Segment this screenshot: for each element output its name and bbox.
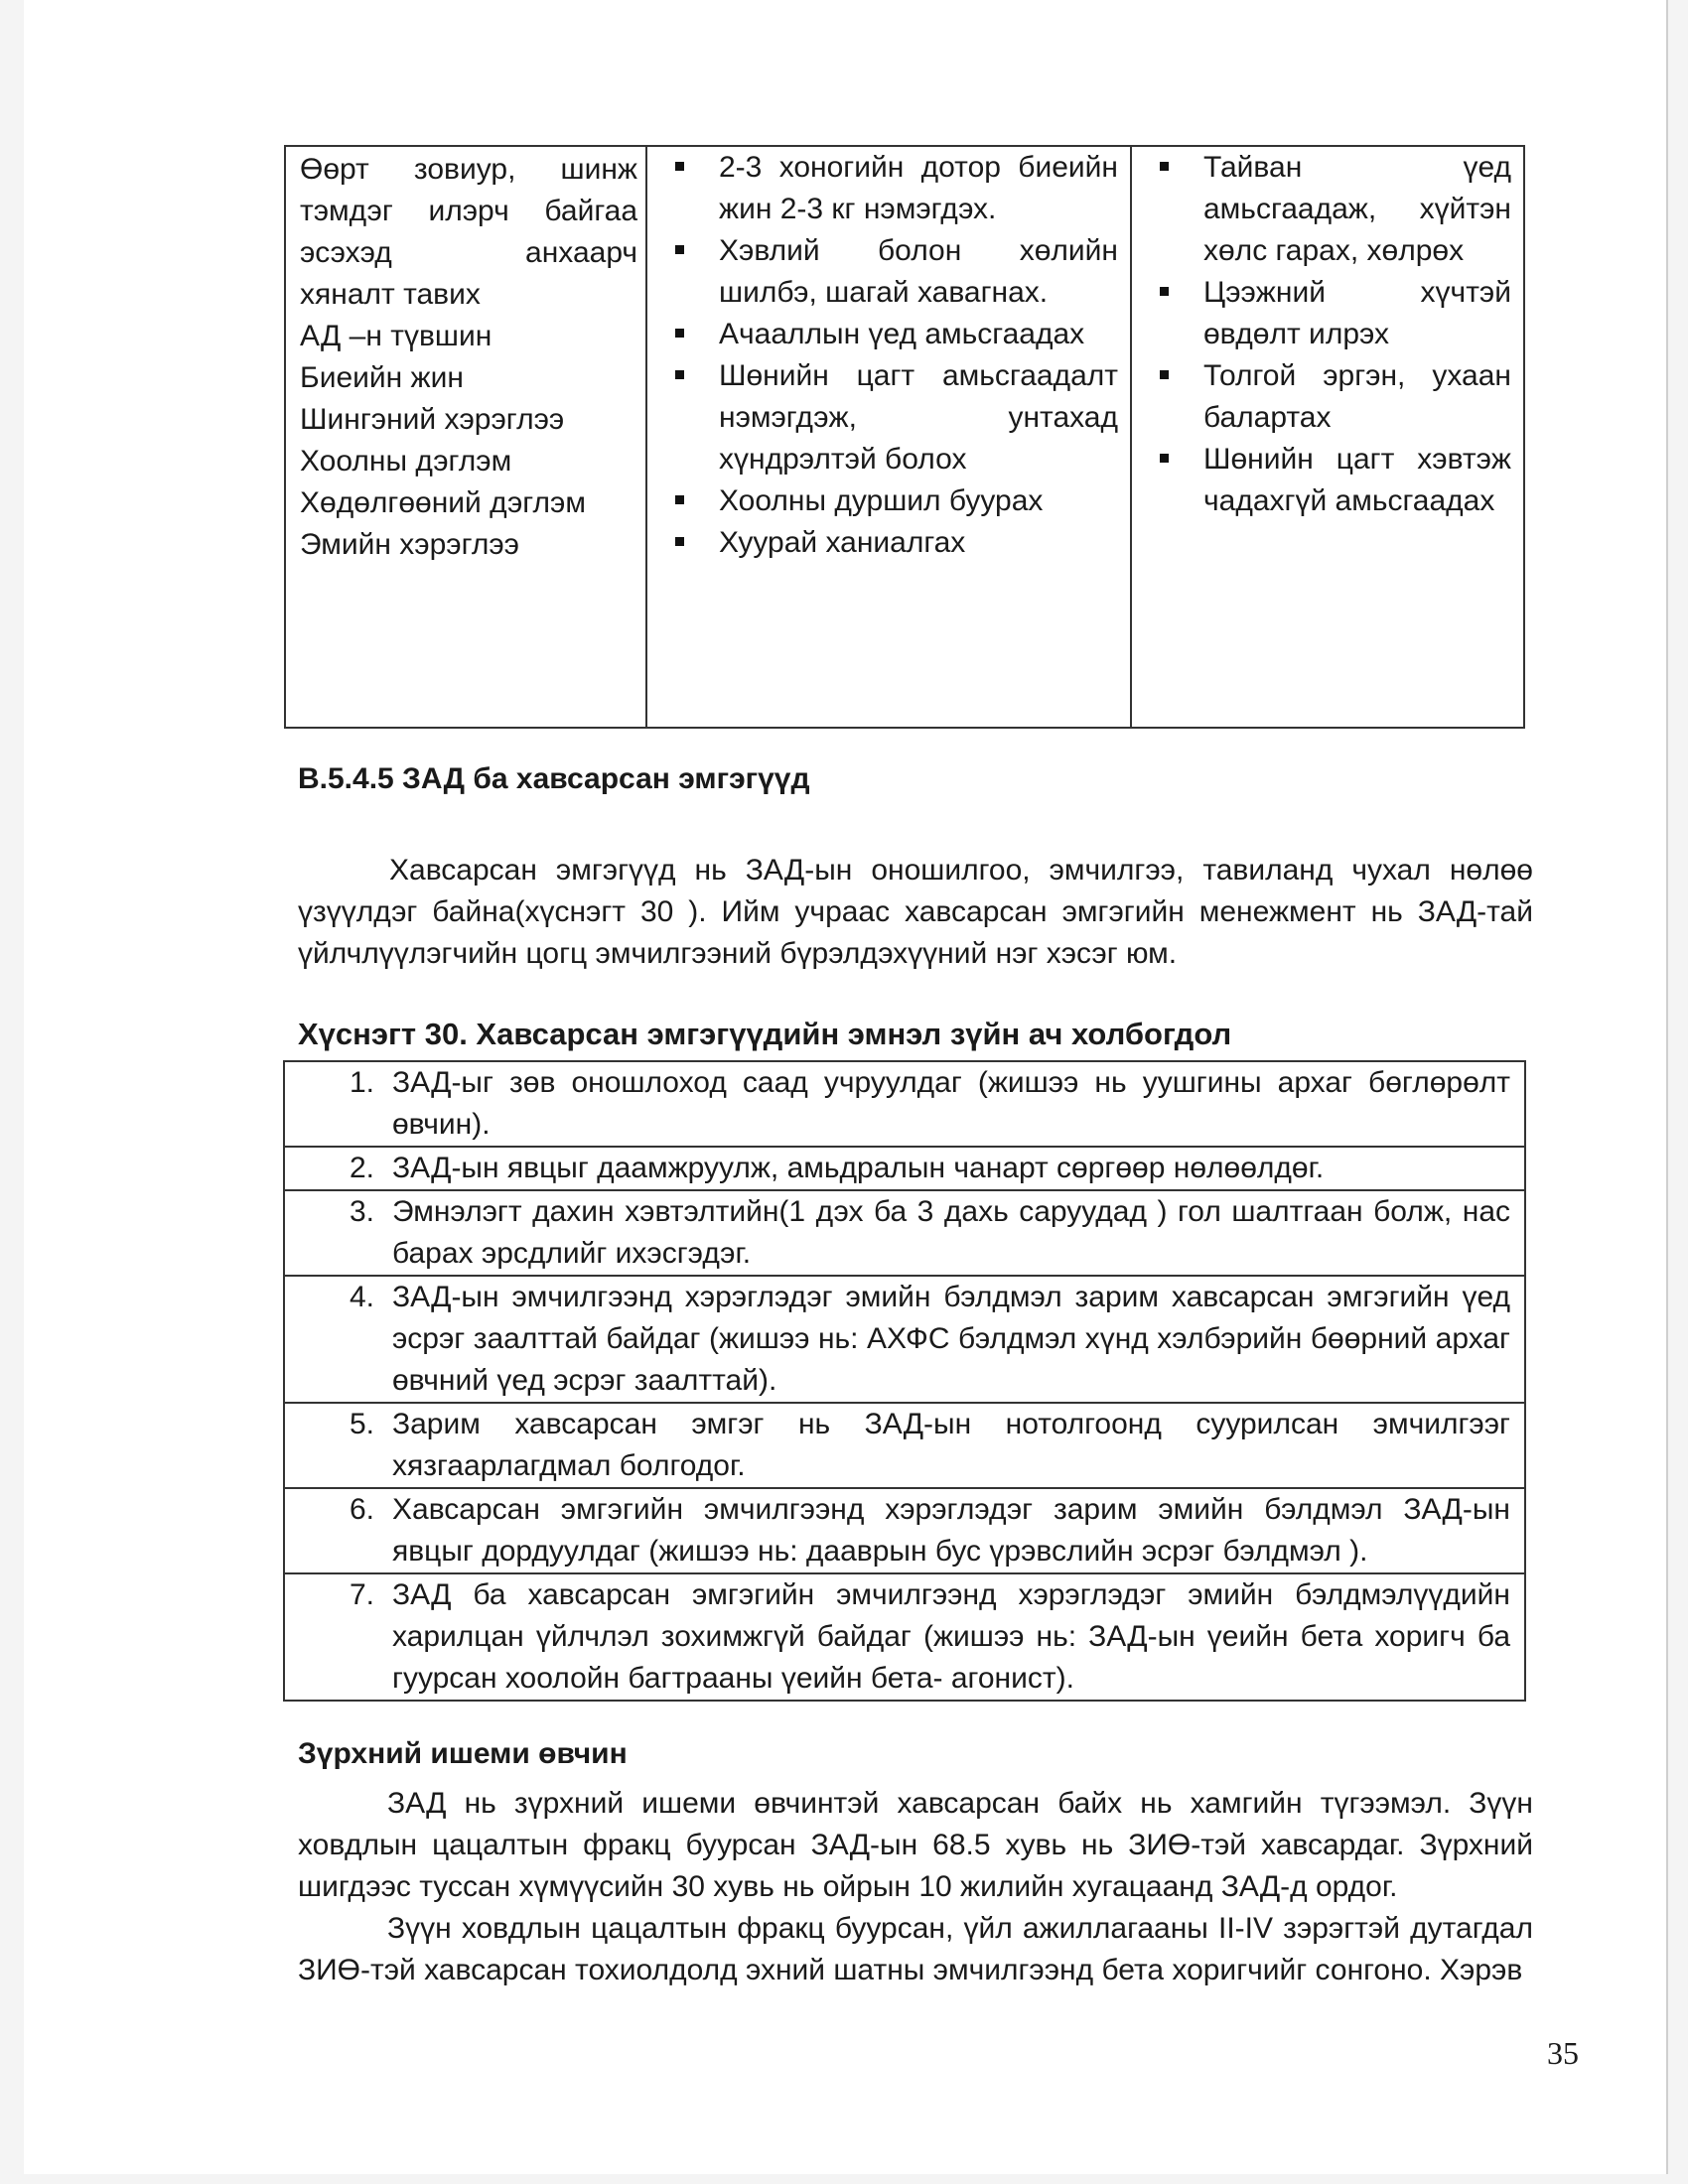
table-row — [284, 1061, 1525, 1147]
monitoring-line: Хоолны дэглэм — [300, 445, 512, 478]
table-row — [284, 1190, 1525, 1276]
monitoring-line: Биеийн жин — [300, 361, 464, 394]
body-paragraph: ЗАД нь зүрхний ишеми өвчинтэй хавсарсан байх нь хамгийн түгээмэл. Зүүн ховдлын цацалтын фракц буурсан ЗАД-ын 68.5 хувь нь ЗИӨ-тэй хавсардаг. Зүрхний шигдээс туссан хүмүүсийн 30 хувь нь ойрын 10 жилийн хугацаанд ЗАД-д ордог. — [298, 1787, 1533, 1903]
bullet-item: Хоолны дуршил буурах — [661, 480, 1118, 522]
row-text: ЗАД-ын эмчилгээнд хэрэглэдэг эмийн бэлдмэл зарим хавсарсан эмгэгийн үед эсрэг заалттай байдаг (жишээ нь: АХФС бэлдмэл хүнд хэлбэрийн бөөрний архаг өвчний үед эсрэг заалттай). — [386, 1276, 1525, 1403]
table-row — [284, 1573, 1525, 1701]
monitoring-line: Өөрт зовиур, шинж — [300, 153, 637, 186]
page-number: 35 — [1547, 2035, 1579, 2071]
monitoring-symptoms-table — [284, 145, 1525, 729]
row-number: 3. — [284, 1190, 386, 1276]
table-caption: Хүснэгт 30. Хавсарсан эмгэгүүдийн эмнэл зүйн ач холбогдол — [298, 1017, 1232, 1051]
intro-paragraph: Хавсарсан эмгэгүүд нь ЗАД-ын оношилгоо, эмчилгээ, тавиланд чухал нөлөө үзүүлдэг байна(хүснэгт 30 ). Ийм учраас хавсарсан эмгэгийн менежмент нь ЗАД-тай үйлчлүүлэгчийн цогц эмчилгээний бүрэлдэхүүний нэг хэсэг юм. — [298, 854, 1533, 970]
row-text: ЗАД ба хавсарсан эмгэгийн эмчилгээнд хэрэглэдэг эмийн бэлдмэлүүдийн харилцан үйлчлэл зохимжгүй байдаг (жишээ нь: ЗАД-ын үеийн бета хоригч ба гуурсан хоолойн багтрааны үеийн бета- агонист). — [386, 1573, 1525, 1701]
bullet-item: Цээжний хүчтэй өвдөлт илрэх — [1146, 272, 1511, 355]
monitoring-line: Хөдөлгөөний дэглэм — [300, 486, 586, 519]
subsection-heading: Зүрхний ишеми өвчин — [298, 1737, 628, 1770]
ischemic-disease-text — [298, 1783, 1533, 1991]
table-row — [284, 1276, 1525, 1403]
row-text: Эмнэлэгт дахин хэвтэлтийн(1 дэх ба 3 дахь саруудад ) гол шалтгаан болж, нас барах эрсдлийг ихэсгэдэг. — [386, 1190, 1525, 1276]
row-number: 4. — [284, 1276, 386, 1403]
monitoring-line: АД –н түвшин — [300, 320, 492, 352]
bullet-item: Ачааллын үед амьсгаадах — [661, 314, 1118, 355]
monitoring-line: хяналт тавих — [300, 278, 481, 311]
monitoring-line: эсэхэд анхаарч — [300, 236, 637, 269]
bullet-item: Хуурай ханиалгах — [661, 522, 1118, 564]
section-heading: B.5.4.5 ЗАД ба хавсарсан эмгэгүүд — [298, 762, 810, 795]
body-paragraph: Зүүн ховдлын цацалтын фракц буурсан, үйл ажиллагааны II-IV зэрэгтэй дутагдал ЗИӨ-тэй хавсарсан тохиолдолд эхний шатны эмчилгээнд бета хоригчийг сонгоно. Хэрэв — [298, 1912, 1533, 1986]
row-number: 6. — [284, 1488, 386, 1573]
table-row — [284, 1488, 1525, 1573]
bullet-item: Тайван үед амьсгаадаж, хүйтэн хөлс гарах, хөлрөх — [1146, 147, 1511, 272]
monitoring-column — [285, 146, 646, 728]
monitoring-line: Шингэний хэрэглээ — [300, 403, 565, 436]
monitoring-line: Эмийн хэрэглээ — [300, 528, 519, 561]
row-text: Зарим хавсарсан эмгэг нь ЗАД-ын нотолгоонд суурилсан эмчилгээг хязгаарлагдмал болгодог. — [386, 1403, 1525, 1488]
row-number: 1. — [284, 1061, 386, 1147]
comorbidity-significance-table — [283, 1060, 1526, 1702]
monitoring-line: тэмдэг илэрч байгаа — [300, 195, 637, 227]
row-number: 7. — [284, 1573, 386, 1701]
warning-signs-column — [646, 146, 1131, 728]
bullet-item: Толгой эргэн, ухаан балартах — [1146, 355, 1511, 439]
row-number: 5. — [284, 1403, 386, 1488]
document-page — [24, 0, 1668, 2174]
emergency-signs-column — [1131, 146, 1524, 728]
row-number: 2. — [284, 1147, 386, 1190]
table-row — [284, 1147, 1525, 1190]
bullet-item: Шөнийн цагт амьсгаадалт нэмэгдэж, унтахад хүндрэлтэй болох — [661, 355, 1118, 480]
row-text: Хавсарсан эмгэгийн эмчилгээнд хэрэглэдэг зарим эмийн бэлдмэл ЗАД-ын явцыг дордуулдаг (жишээ нь: дааврын бус үрэвслийн эсрэг бэлдмэл ). — [386, 1488, 1525, 1573]
row-text: ЗАД-ыг зөв оношлоход саад учруулдаг (жишээ нь уушгины архаг бөглөрөлт өвчин). — [386, 1061, 1525, 1147]
row-text: ЗАД-ын явцыг даамжруулж, амьдралын чанарт сөргөөр нөлөөлдөг. — [386, 1147, 1525, 1190]
bullet-item: Хэвлий болон хөлийн шилбэ, шагай хавагнах. — [661, 230, 1118, 314]
table-row — [284, 1403, 1525, 1488]
bullet-item: 2-3 хоногийн дотор биеийн жин 2-3 кг нэмэгдэх. — [661, 147, 1118, 230]
bullet-item: Шөнийн цагт хэвтэж чадахгүй амьсгаадах — [1146, 439, 1511, 522]
